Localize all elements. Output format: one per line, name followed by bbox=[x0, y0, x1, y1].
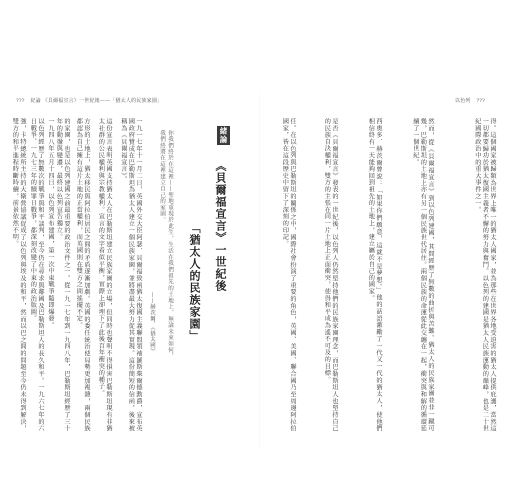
chapter-label: 緒論 bbox=[219, 127, 228, 144]
chapter-title: 《貝爾福宣言》一世紀後 bbox=[214, 160, 227, 292]
epigraph-source: ——赫茨爾，《猶太國》 bbox=[149, 292, 155, 355]
left-paragraph-4: 的家園，也是以色列建國之前最重要的政治文件之一。從一九一七年到一九四八年，巴勒斯坦經歷了三十年的動盪與變遷，最終以色列宣告獨立。 bbox=[55, 118, 70, 432]
left-running-head-text: 紀論 《貝爾福宣言》一世紀後——「猶太人的民族家園」 bbox=[30, 98, 163, 104]
epigraph-line-2: 我們終將在這裡建立自己的家園。 bbox=[159, 130, 165, 223]
left-running-head bbox=[16, 98, 162, 104]
right-paragraph-2: 然而，從《貝爾福宣言》到以色列建國，其間經歷了無數的曲折與苦難。猶太人的民族家園並非一蹴可幾，巴勒斯坦的土地上亦有另一個民族世代居住。兩個民族的命運從此交纏在一起，衝突與和解的循環延續了一個世紀。 bbox=[411, 118, 434, 432]
right-page-number: ??? bbox=[476, 98, 486, 104]
left-page-number: ??? bbox=[16, 98, 25, 104]
right-paragraph-3: 西奧多．赫茨爾曾說：「如果你們願意，這就不是夢想。」他的話語激勵了一代又一代的猶太人，使他們相信終有一天能夠回到祖先的土地上，建立屬於自己的國家。 bbox=[367, 118, 382, 432]
left-paragraph-3: 方形的土地上，猶太移民與阿拉伯居民之間的矛盾逐漸加劇。英國的委任統治使局勢更加複雜，兩個民族都認為自己擁有這片土地的正當權利，而英國則在雙方之間搖擺不定。 bbox=[75, 118, 90, 432]
left-paragraph-2: 這份宣言表明英國支持猶太人在巴勒斯坦建立民族家園的立場，但同時也聲明不得損害巴勒斯坦現有非猶太社群的公民權利與宗教權利。宣言的文字看似平衡，實際上卻埋下了此後百年衝突的種子。 bbox=[97, 118, 112, 432]
gutter-shadow bbox=[259, 90, 260, 450]
left-paragraph-7: 強，卡特總統所主持的大衛營協議促成了以色列與埃及的和平，然而以巴之間的問題至今仍未得到解決，雙方的和平進程時斷時續，前景依然不明。 bbox=[11, 118, 26, 432]
epigraph-line-1: 你我們終於在這裡——聖地重現於此生，生活在我們祖先的土地上，無論未來如何， bbox=[167, 130, 173, 360]
right-running-head-text: 以色列 bbox=[455, 98, 471, 104]
right-paragraph-5: 任。在以色列與巴勒斯坦的關係之中，國際社會扮演了重要的角色，英國、美國、聯合國乃至周邊阿拉伯國家，皆在這段歷史中留下了深刻的印記。 bbox=[281, 118, 296, 432]
right-paragraph-4: 是否《貝爾福宣言》發表的一世紀後，以色列人仍然堅持他們的民族家園理念，而巴勒斯坦人也堅持自己的民族自決權利，雙方的主張在同一片土地上正面衝突，使得和平成為遙不可及的目標。 bbox=[323, 118, 338, 432]
right-running-head bbox=[455, 98, 485, 104]
chapter-subtitle: 「猶太人的民族家園」 bbox=[188, 222, 201, 342]
right-paragraph-1: 得。這個國家被歸類為世界上唯一的猶太人國家，並為那些在世界各地受迫害的猶太人提供庇護，當然這一切都要歸功於猶太復國主義者不懈的努力與奮鬥。以色列的建國是猶太人民族運動的巔峰，也是二十世紀國際政治中的重大事件之一。 bbox=[473, 118, 496, 432]
left-paragraph-5: 一九四八年五月十四日，以色列宣布建國，第一次中東戰爭隨即爆發。 bbox=[47, 118, 54, 329]
left-paragraph-1: 一九一七年十一月二日，英國外交大臣阿瑟．貝爾福致函猶太復國主義聯盟領袖羅斯柴爾德勳爵，宣布英國政府贊成在巴勒斯坦為猶太人建立一個民族家園，並將盡最大努力促其實現。這份簡短的信函，後來被稱為《貝爾福宣言》。 bbox=[119, 118, 142, 432]
left-paragraph-6: 以色列經歷了無數次的戰爭與和平談判，至今仍在尋求與鄰國及巴勒斯坦人的長久和平。一九六七年的六日戰爭、一九七三年的贖罪日戰爭，都深刻改變了中東的政治版圖。 bbox=[29, 118, 44, 432]
